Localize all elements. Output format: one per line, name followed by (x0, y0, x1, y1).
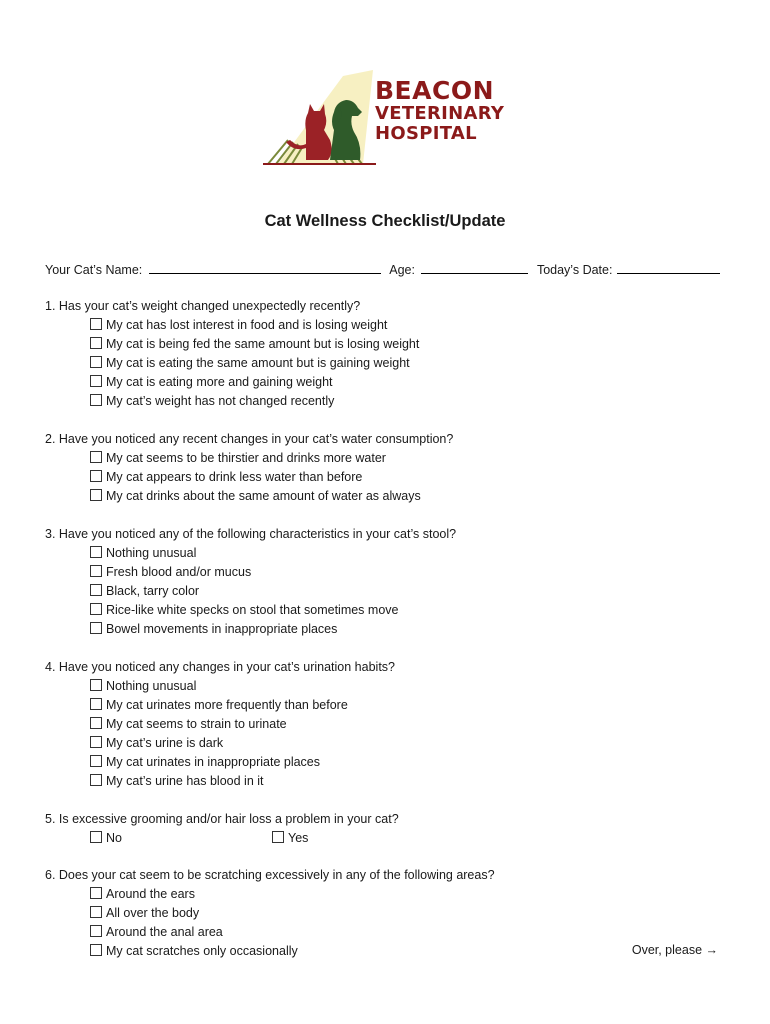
checkbox[interactable] (90, 944, 102, 956)
age-label: Age: (389, 263, 415, 277)
question-3: 3. Have you noticed any of the following characteristics in your cat’s stool? (45, 527, 457, 541)
option-label: Nothing unusual (106, 546, 197, 560)
option-label: All over the body (106, 906, 200, 920)
checkbox[interactable] (90, 755, 102, 767)
q6-option[interactable] (90, 944, 298, 958)
q1-option[interactable] (90, 394, 334, 408)
option-label: Black, tarry color (106, 584, 200, 598)
name-field[interactable] (149, 261, 381, 274)
over-please-note: Over, please → (631, 943, 718, 957)
q4-option[interactable] (90, 774, 264, 788)
checkbox[interactable] (90, 887, 102, 899)
checkbox[interactable] (90, 736, 102, 748)
option-label: My cat urinates in inappropriate places (106, 755, 321, 769)
q1-option[interactable] (90, 337, 419, 351)
checkbox[interactable] (90, 451, 102, 463)
checkbox[interactable] (90, 394, 102, 406)
option-label: My cat scratches only occasionally (106, 944, 298, 958)
option-label: My cat’s urine is dark (106, 736, 224, 750)
date-field[interactable] (617, 261, 720, 274)
q5-option-yes[interactable] (272, 831, 308, 845)
name-label: Your Cat’s Name: (45, 263, 143, 277)
question-6: 6. Does your cat seem to be scratching excessively in any of the following areas? (45, 868, 495, 882)
checkbox[interactable] (90, 337, 102, 349)
page-title: Cat Wellness Checklist/Update (264, 212, 506, 230)
logo-line-3: HOSPITAL (375, 123, 477, 144)
checkbox[interactable] (90, 831, 102, 843)
checkbox[interactable] (90, 774, 102, 786)
checkbox[interactable] (90, 356, 102, 368)
question-5: 5. Is excessive grooming and/or hair loss a problem in your cat? (45, 812, 399, 826)
q1-option[interactable] (90, 375, 333, 389)
option-label: No (106, 831, 122, 845)
q3-option[interactable] (90, 584, 199, 598)
logo-line-2: VETERINARY (375, 103, 505, 124)
question-4: 4. Have you noticed any changes in your cat’s urination habits? (45, 660, 395, 674)
option-label: Bowel movements in inappropriate places (106, 622, 338, 636)
question-2: 2. Have you noticed any recent changes in your cat’s water consumption? (45, 432, 454, 446)
q4-option[interactable] (90, 755, 320, 769)
option-label: My cat’s urine has blood in it (106, 774, 264, 788)
q4-option[interactable] (90, 736, 223, 750)
q3-option[interactable] (90, 603, 398, 617)
option-label: Rice-like white specks on stool that sometimes move (106, 603, 399, 617)
q2-option[interactable] (90, 451, 386, 465)
checkbox[interactable] (90, 375, 102, 387)
q4-option[interactable] (90, 717, 287, 731)
option-label: My cat seems to strain to urinate (106, 717, 287, 731)
q3-option[interactable] (90, 565, 251, 579)
q6-option[interactable] (90, 906, 199, 920)
q6-option[interactable] (90, 887, 195, 901)
checkbox[interactable] (90, 906, 102, 918)
checkbox[interactable] (90, 698, 102, 710)
q1-option[interactable] (90, 318, 387, 332)
age-field[interactable] (421, 261, 528, 274)
option-label: My cat’s weight has not changed recently (106, 394, 335, 408)
checkbox[interactable] (90, 622, 102, 634)
option-label: Nothing unusual (106, 679, 197, 693)
option-label: Around the anal area (106, 925, 223, 939)
option-label: My cat urinates more frequently than before (106, 698, 348, 712)
checkbox[interactable] (90, 489, 102, 501)
checkbox[interactable] (90, 603, 102, 615)
option-label: My cat is eating more and gaining weight (106, 375, 333, 389)
option-label: My cat is being fed the same amount but is losing weight (106, 337, 420, 351)
date-label: Today’s Date: (536, 263, 613, 277)
checkbox[interactable] (90, 470, 102, 482)
option-label: Around the ears (106, 887, 195, 901)
option-label: My cat appears to drink less water than before (106, 470, 363, 484)
question-1: 1. Has your cat’s weight changed unexpectedly recently? (45, 299, 361, 313)
q6-option[interactable] (90, 925, 223, 939)
checkbox[interactable] (90, 925, 102, 937)
option-label: My cat seems to be thirstier and drinks more water (106, 451, 386, 465)
checkbox[interactable] (90, 546, 102, 558)
logo-line-1: BEACON (375, 76, 495, 105)
logo-wordmark (375, 78, 504, 143)
option-label: My cat is eating the same amount but is gaining weight (106, 356, 410, 370)
info-line (45, 261, 720, 277)
q3-option[interactable] (90, 546, 196, 560)
q5-option-no[interactable] (90, 831, 122, 845)
option-label: My cat drinks about the same amount of water as always (106, 489, 421, 503)
checkbox[interactable] (90, 565, 102, 577)
q2-option[interactable] (90, 470, 362, 484)
option-label: My cat has lost interest in food and is losing weight (106, 318, 388, 332)
q3-option[interactable] (90, 622, 337, 636)
checkbox[interactable] (90, 679, 102, 691)
q1-option[interactable] (90, 356, 410, 370)
checkbox[interactable] (90, 717, 102, 729)
q4-option[interactable] (90, 679, 196, 693)
q4-option[interactable] (90, 698, 348, 712)
checkbox[interactable] (90, 318, 102, 330)
checkbox[interactable] (90, 584, 102, 596)
checkbox[interactable] (272, 831, 284, 843)
option-label: Yes (288, 831, 309, 845)
option-label: Fresh blood and/or mucus (106, 565, 252, 579)
q2-option[interactable] (90, 489, 421, 503)
